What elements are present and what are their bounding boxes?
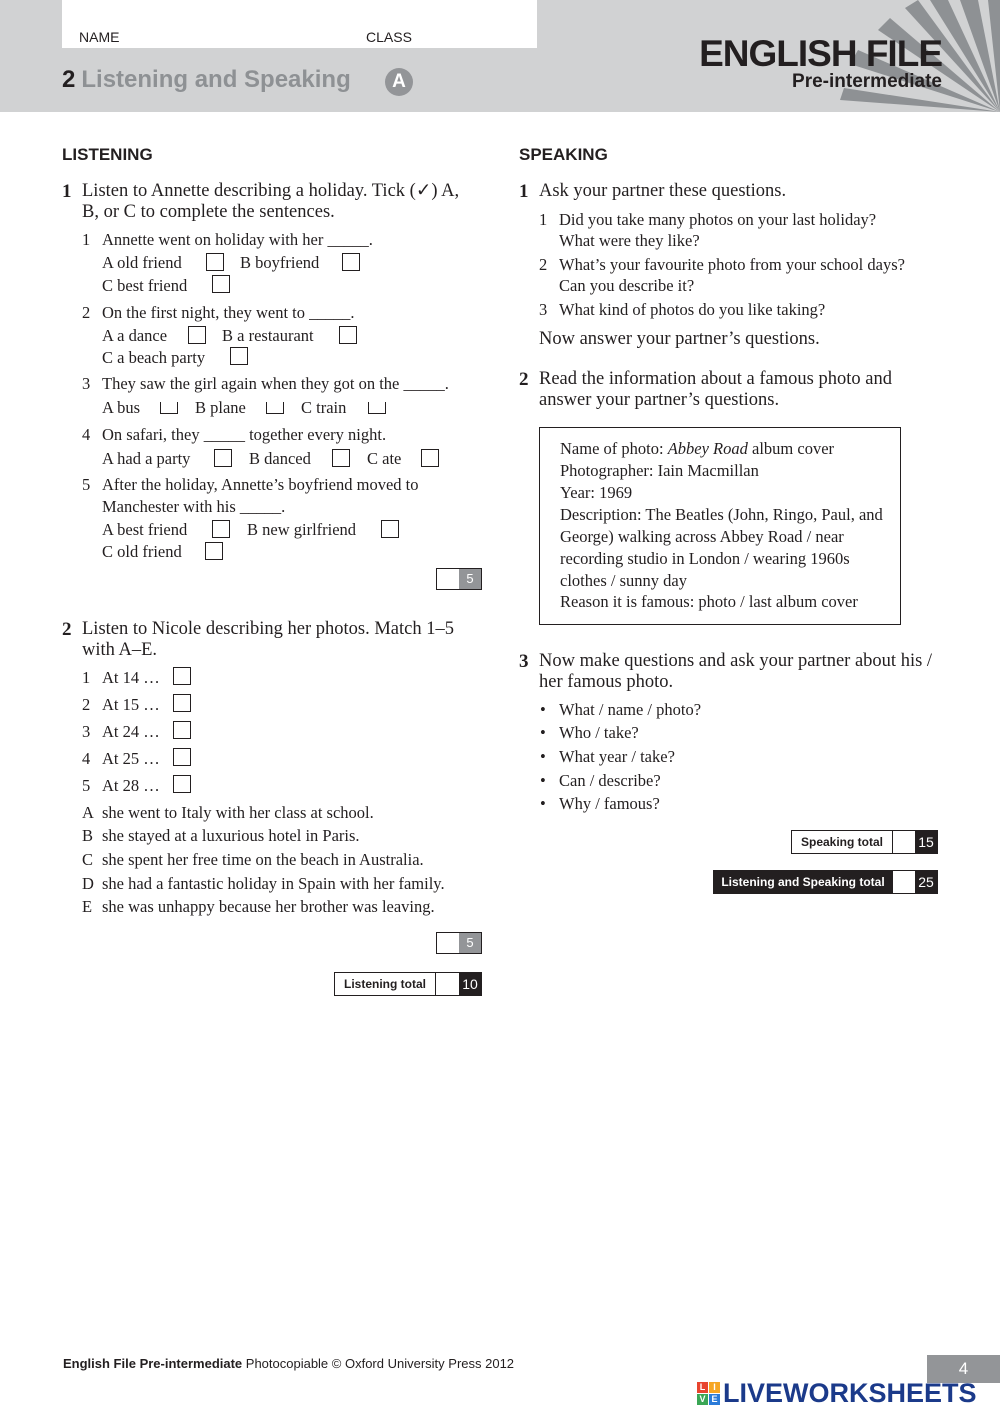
- logo-text: LIVEWORKSHEETS: [723, 1377, 977, 1408]
- question-line: Can you describe it?: [559, 276, 695, 295]
- grand-total: [713, 870, 938, 894]
- listening-q2-instruction: Listen to Nicole describing her photos. Match 1–5 with A–E.: [82, 619, 454, 660]
- item-number: 5: [82, 475, 91, 494]
- listening-q1-number: 1: [62, 181, 72, 202]
- total-entry[interactable]: [892, 831, 915, 853]
- item-text: They saw the girl again when they got on the _____.: [102, 374, 449, 393]
- name-class-box: [62, 0, 537, 48]
- speaking-q1-instruction: Ask your partner these questions.: [539, 181, 787, 201]
- option-c: C a beach party: [102, 348, 206, 367]
- age-number: 3: [82, 722, 91, 741]
- tick-box[interactable]: [212, 275, 230, 293]
- unit-name: Listening and Speaking: [81, 66, 351, 93]
- speaking-heading: SPEAKING: [519, 145, 608, 164]
- age-text: At 14 …: [102, 668, 160, 687]
- listening-heading: LISTENING: [62, 145, 153, 164]
- option-b: B new girlfriend: [247, 520, 357, 539]
- item-text: Annette went on holiday with her _____.: [102, 230, 373, 249]
- listening-total-label: Listening total: [344, 977, 426, 991]
- match-box[interactable]: [173, 694, 191, 712]
- listening-q2-number: 2: [62, 619, 72, 640]
- q1-score-box: [436, 568, 482, 590]
- option-c: C train: [301, 398, 347, 417]
- reason-line: Reason it is famous: photo / last album cover: [560, 592, 858, 611]
- speaking-q3-number: 3: [519, 651, 529, 672]
- grand-total-value: 25: [915, 871, 937, 893]
- item-number: 2: [82, 303, 91, 322]
- prompt: Why / famous?: [559, 794, 660, 813]
- score-entry[interactable]: [437, 933, 459, 953]
- prompt: What year / take?: [559, 747, 675, 766]
- grand-total-label: Listening and Speaking total: [721, 875, 885, 889]
- option-a: A old friend: [102, 253, 182, 272]
- tick-box[interactable]: [421, 449, 439, 467]
- option-a: A best friend: [102, 520, 188, 539]
- bullet: •: [540, 747, 546, 766]
- photo-info-box: [539, 427, 901, 625]
- tick-box[interactable]: [339, 326, 357, 344]
- item-text: On safari, they _____ together every night.: [102, 425, 387, 444]
- age-text: At 15 …: [102, 695, 160, 714]
- footer-credit: [63, 1356, 514, 1371]
- option-text: she spent her free time on the beach in Australia.: [102, 850, 424, 869]
- option-c: C old friend: [102, 542, 182, 561]
- question-number: 3: [539, 300, 548, 319]
- option-letter: A: [82, 803, 94, 822]
- option-b: B danced: [249, 449, 311, 468]
- listening-total-value: 10: [459, 973, 481, 995]
- option-text: she had a fantastic holiday in Spain with her family.: [102, 874, 445, 893]
- age-text: At 24 …: [102, 722, 160, 741]
- tick-box[interactable]: [214, 449, 232, 467]
- age-text: At 28 …: [102, 776, 160, 795]
- tick-box[interactable]: [212, 520, 230, 538]
- prompt: What / name / photo?: [559, 700, 702, 719]
- listening-q1-instruction: Listen to Annette describing a holiday. Tick (✓) A, B, or C to complete the sentences.: [82, 181, 460, 222]
- speaking-q2-instruction: Read the information about a famous photo and answer your partner’s questions.: [539, 369, 892, 410]
- unit-number: 2: [62, 66, 76, 93]
- tick-box[interactable]: [205, 542, 223, 560]
- bullet: •: [540, 700, 546, 719]
- photographer-line: Photographer: Iain Macmillan: [560, 461, 759, 480]
- question-number: 1: [539, 210, 548, 229]
- speaking-total-value: 15: [915, 831, 937, 853]
- liveworksheets-logo: [697, 1376, 977, 1410]
- page-header: [0, 0, 1000, 112]
- score-entry[interactable]: [437, 569, 459, 589]
- book-title: ENGLISH FILE: [699, 33, 942, 74]
- tick-box[interactable]: [206, 253, 224, 271]
- bullet: •: [540, 771, 546, 790]
- logo-grid-icon: L I V E: [697, 1382, 720, 1405]
- speaking-q1-followup: Now answer your partner’s questions.: [539, 329, 820, 349]
- unit-title: [62, 66, 351, 94]
- class-label: CLASS: [366, 29, 412, 45]
- year-line: Year: 1969: [560, 483, 633, 502]
- option-b: B a restaurant: [222, 326, 314, 345]
- question-number: 2: [539, 255, 548, 274]
- item-text: After the holiday, Annette’s boyfriend moved to Manchester with his _____.: [102, 475, 419, 516]
- speaking-total: [791, 830, 938, 854]
- option-text: she stayed at a luxurious hotel in Paris.: [102, 826, 360, 845]
- q2-score-box: [436, 932, 482, 954]
- age-text: At 25 …: [102, 749, 160, 768]
- option-b: B boyfriend: [240, 253, 320, 272]
- tick-box[interactable]: [342, 253, 360, 271]
- footer-rights: Photocopiable © Oxford University Press 2012: [242, 1356, 515, 1371]
- score-max: 5: [459, 569, 481, 589]
- option-letter: E: [82, 897, 93, 916]
- age-number: 4: [82, 749, 91, 768]
- total-entry[interactable]: [892, 871, 915, 893]
- item-number: 4: [82, 425, 91, 444]
- name-label: NAME: [79, 29, 120, 45]
- speaking-total-label: Speaking total: [800, 835, 883, 849]
- item-number: 1: [82, 230, 91, 249]
- option-letter: C: [82, 850, 94, 869]
- item-number: 3: [82, 374, 91, 393]
- page-number: 4: [927, 1355, 1000, 1383]
- age-number: 1: [82, 668, 91, 687]
- description-text: Description: The Beatles (John, Ringo, Paul, and George) walking across Abbey Road / near recording studio in London / wearing 1960s clothes / sunny day: [560, 505, 883, 590]
- speaking-q3-instruction: Now make questions and ask your partner about his / her famous photo.: [539, 651, 933, 692]
- question-line: What kind of photos do you like taking?: [559, 300, 826, 319]
- age-number: 5: [82, 776, 91, 795]
- total-entry[interactable]: [435, 973, 458, 995]
- option-letter: B: [82, 826, 94, 845]
- photo-name-line: Name of photo: Abbey Road album cover: [560, 439, 835, 458]
- option-text: she was unhappy because her brother was leaving.: [102, 897, 435, 916]
- prompt: Who / take?: [559, 723, 639, 742]
- match-box[interactable]: [173, 748, 191, 766]
- speaking-q2-number: 2: [519, 369, 529, 390]
- option-b: B plane: [195, 398, 246, 417]
- tick-box[interactable]: [160, 402, 178, 414]
- item-text: On the first night, they went to _____.: [102, 303, 355, 322]
- match-box[interactable]: [173, 667, 191, 685]
- question-line: Did you take many photos on your last holiday?: [559, 210, 877, 229]
- speaking-q1-number: 1: [519, 181, 529, 202]
- tick-box[interactable]: [368, 402, 386, 414]
- tick-box[interactable]: [188, 326, 206, 344]
- match-box[interactable]: [173, 775, 191, 793]
- listening-total: [334, 972, 482, 996]
- footer-book: English File Pre-intermediate: [63, 1356, 243, 1371]
- version-badge: A: [385, 68, 413, 96]
- option-c: C best friend: [102, 276, 188, 295]
- question-line: What were they like?: [559, 231, 700, 250]
- tick-box[interactable]: [332, 449, 350, 467]
- option-a: A had a party: [102, 449, 191, 468]
- option-a: A bus: [102, 398, 141, 417]
- prompt: Can / describe?: [559, 771, 661, 790]
- option-text: she went to Italy with her class at school.: [102, 803, 374, 822]
- match-box[interactable]: [173, 721, 191, 739]
- tick-box[interactable]: [266, 402, 284, 414]
- bullet: •: [540, 794, 546, 813]
- bullet: •: [540, 723, 546, 742]
- age-number: 2: [82, 695, 91, 714]
- book-level: Pre-intermediate: [792, 71, 942, 92]
- tick-box[interactable]: [381, 520, 399, 538]
- option-letter: D: [82, 874, 94, 893]
- question-line: What’s your favourite photo from your school days?: [559, 255, 905, 274]
- option-a: A a dance: [102, 326, 168, 345]
- tick-box[interactable]: [230, 347, 248, 365]
- option-c: C ate: [367, 449, 402, 468]
- score-max: 5: [459, 933, 481, 953]
